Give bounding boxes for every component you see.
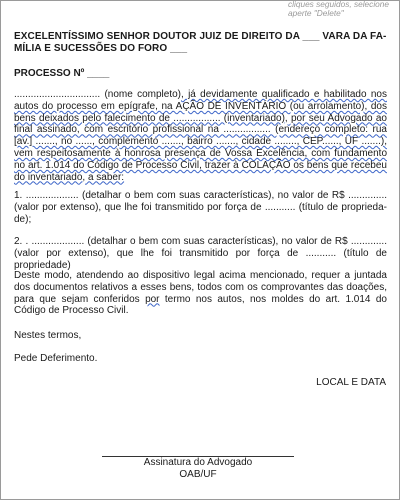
closing-terms: Nestes termos, (14, 330, 82, 341)
local-date: LOCAL E DATA (316, 377, 386, 388)
asset-item-2: 2. . ................... (detalhar o bem com suas características), no valor de R$ ............. (valor por extenso), que lhe foi transmitido por força de ........... (título de propriedade) (14, 236, 387, 271)
conclusion-text-b: por (145, 293, 160, 305)
hint-line-1: cliques seguidos, selecione (288, 0, 390, 9)
conclusion-paragraph (14, 270, 387, 317)
conclusion-text-a: Deste modo, atendendo ao dispositivo legal acima mencionado, requer a juntada dos documentos relativos a esses bens, todos com os comprovantes das doações, para que sejam conferidos (14, 270, 387, 305)
process-number: PROCESSO Nº ____ (14, 68, 110, 79)
closing-request: Pede Deferimento. (14, 353, 98, 364)
intro-body: , já devidamente qualificado e habilitado nos autos do processo em epígrafe, na AÇÃO DE INVENTÁRIO (ou arrolamento), dos bens deixados pelo falecimento de ................. (inventariado), por seu Advogado ao final assinado, com escritório profissional na ................. (endereço completo: rua [av.] ......., no ......, complemento ......., bairro ......., cidade ........, CEP......, UF .......), vem respeitosamente à honrosa presença de Vossa Excelência, com fundamento no art. 1.014 do Código de Processo Civil, trazer à COLAÇÃO os bens que recebeu do inventariado, a saber: (14, 89, 387, 183)
instruction-hint (284, 0, 400, 18)
heading-line-1: EXCELENTÍSSIMO SENHOR DOUTOR JUIZ DE DIREITO DA ___ VARA DA FA- (14, 31, 387, 42)
signature-oab: OAB/UF (179, 469, 217, 480)
signature-label: Assinatura do Advogado (143, 457, 253, 468)
asset-item-1: 1. ................... (detalhar o bem com suas características), no valor de R$ .............. (valor por extenso), que lhe foi transmitido por força de ........... (título de proprieda-de); (14, 190, 387, 225)
conclusion-text-c: termo nos autos, nos moldes do art. 1.014 do Código de Processo Civil. (14, 293, 387, 317)
intro-name-blank: ............................... (nome completo) (14, 89, 181, 100)
heading-line-2: MÍLIA E SUCESSÕES DO FORO ___ (14, 42, 188, 54)
hint-line-2: aperte "Delete" (288, 8, 344, 18)
document-heading (14, 31, 387, 55)
intro-paragraph (14, 89, 387, 183)
